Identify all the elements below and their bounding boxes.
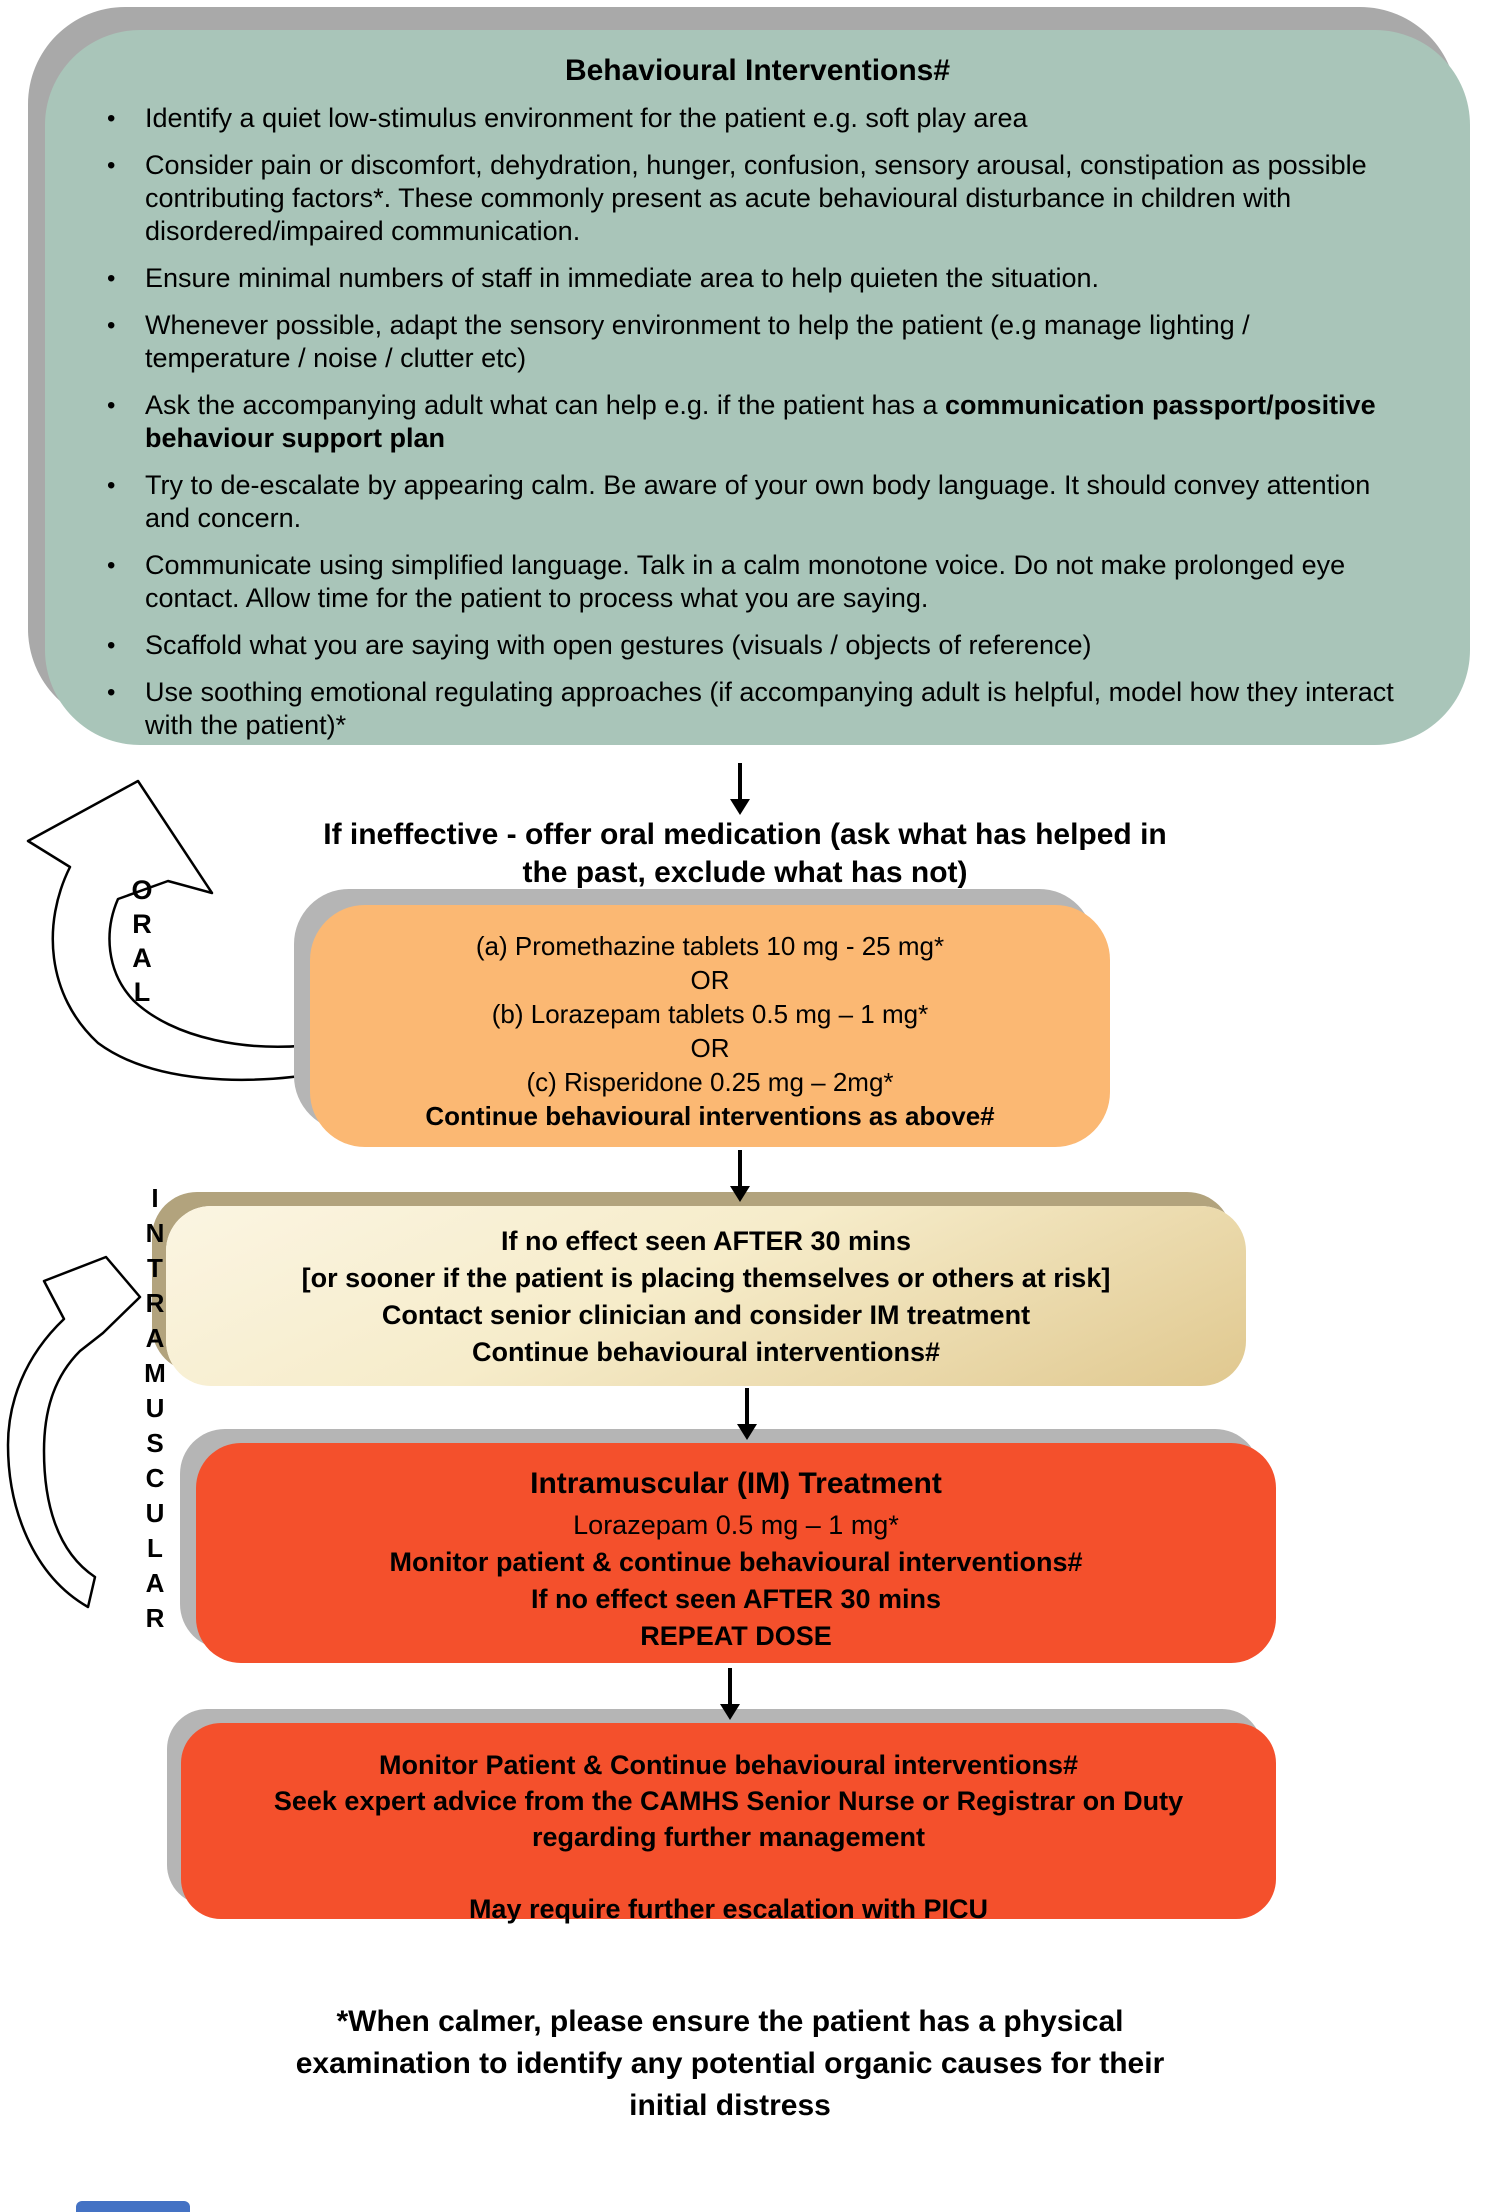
down-arrow-1: [729, 763, 751, 815]
box-line: OR: [690, 1033, 730, 1063]
box-line: Continue behavioural interventions#: [471, 1337, 941, 1367]
vertical-letter: A: [145, 1323, 165, 1353]
bullet-dot-icon: •: [107, 312, 116, 339]
bullet-text: Use soothing emotional regulating approaches (if accompanying adult is helpful, model how they interact with the patient)*: [145, 677, 1394, 740]
bullet-item: [107, 149, 1400, 248]
box-line: Intramuscular (IM) Treatment: [530, 1467, 942, 1500]
bullet-dot-icon: •: [107, 472, 116, 499]
bullet-text: Ask the accompanying adult what can help e.g. if the patient has a communication passport/positive behaviour support plan: [145, 390, 1376, 453]
vertical-letter: L: [147, 1533, 163, 1563]
bullet-text: Try to de-escalate by appearing calm. Be aware of your own body language. It should convey attention and concern.: [145, 470, 1371, 533]
box-line: initial distress: [629, 2089, 831, 2122]
vertical-letter: R: [132, 909, 152, 939]
monitor-escalation-box: [181, 1723, 1276, 1924]
box-line: the past, exclude what has not): [522, 856, 968, 889]
bullet-dot-icon: •: [107, 679, 116, 706]
box-line: [181, 1855, 1276, 1891]
vertical-letter: U: [145, 1393, 165, 1423]
vertical-letter: U: [145, 1498, 165, 1528]
box-line: *When calmer, please ensure the patient has a physical: [336, 2005, 1124, 2038]
box-line: REPEAT DOSE: [640, 1621, 832, 1651]
bullet-text: Consider pain or discomfort, dehydration, hunger, confusion, sensory arousal, constipation as possible contributing factors*. These commonly present as acute behavioural disturbance in children with disordered/impaired communication.: [145, 150, 1367, 246]
vertical-letter: R: [145, 1288, 165, 1318]
box-line: Seek expert advice from the CAMHS Senior Nurse or Registrar on Duty: [273, 1786, 1184, 1816]
box-line: Monitor patient & continue behavioural interventions#: [389, 1547, 1083, 1577]
vertical-letter: C: [145, 1463, 165, 1493]
bullet-dot-icon: •: [107, 392, 116, 419]
oral-medication-heading: [195, 816, 1295, 892]
bullet-text: Scaffold what you are saying with open gestures (visuals / objects of reference): [145, 630, 1092, 660]
bullet-dot-icon: •: [107, 265, 116, 292]
behavioural-box-title: Behavioural Interventions#: [564, 54, 951, 87]
box-line: (c) Risperidone 0.25 mg – 2mg*: [526, 1067, 894, 1097]
bullet-item: [107, 629, 1400, 662]
down-arrow-3: [736, 1388, 758, 1440]
oral-label: [122, 873, 162, 1009]
bullet-dot-icon: •: [107, 152, 116, 179]
bullet-item: [107, 262, 1400, 295]
box-line: May require further escalation with PICU: [468, 1894, 989, 1924]
bullet-item: [107, 469, 1400, 535]
vertical-letter: I: [151, 1183, 159, 1213]
box-line: Continue behavioural interventions as above#: [425, 1101, 995, 1131]
vertical-letter: S: [146, 1428, 164, 1458]
vertical-letter: T: [147, 1253, 163, 1283]
vertical-letter: O: [131, 875, 153, 905]
physical-examination-footnote: [180, 2001, 1280, 2127]
behavioural-interventions-box: [45, 30, 1470, 745]
bullet-dot-icon: •: [107, 105, 116, 132]
box-line: Lorazepam 0.5 mg – 1 mg*: [573, 1510, 899, 1540]
vertical-letter: A: [132, 943, 152, 973]
box-line: regarding further management: [531, 1822, 926, 1852]
bullet-text: Ensure minimal numbers of staff in immediate area to help quieten the situation.: [145, 263, 1100, 293]
bullet-item: [107, 102, 1400, 135]
box-line: If no effect seen AFTER 30 mins: [500, 1226, 912, 1256]
intramuscular-loop-arrow-icon: [0, 1245, 145, 1625]
oral-medication-box: [310, 905, 1110, 1147]
box-line: If no effect seen AFTER 30 mins: [530, 1584, 942, 1614]
vertical-letter: A: [145, 1568, 165, 1598]
down-arrow-4: [719, 1668, 741, 1720]
box-line: If ineffective - offer oral medication (ask what has helped in: [323, 818, 1167, 851]
box-line: examination to identify any potential organic causes for their: [295, 2047, 1165, 2080]
bullet-text: Identify a quiet low-stimulus environment for the patient e.g. soft play area: [145, 103, 1028, 133]
box-line: Contact senior clinician and consider IM treatment: [381, 1300, 1031, 1330]
vertical-letter: N: [145, 1218, 165, 1248]
bullet-text: Whenever possible, adapt the sensory environment to help the patient (e.g manage lighting / temperature / noise / clutter etc): [145, 310, 1250, 373]
vertical-letter: M: [144, 1358, 166, 1388]
vertical-letter: R: [145, 1603, 165, 1633]
box-line: Monitor Patient & Continue behavioural interventions#: [378, 1750, 1079, 1780]
bullet-dot-icon: •: [107, 632, 116, 659]
box-line: [or sooner if the patient is placing themselves or others at risk]: [301, 1263, 1111, 1293]
bullet-text: Communicate using simplified language. Talk in a calm monotone voice. Do not make prolonged eye contact. Allow time for the patient to process what you are saying.: [145, 550, 1346, 613]
bullet-item: [107, 309, 1400, 375]
box-line: (a) Promethazine tablets 10 mg - 25 mg*: [475, 931, 945, 961]
down-arrow-2: [729, 1150, 751, 1202]
box-line: (b) Lorazepam tablets 0.5 mg – 1 mg*: [491, 999, 929, 1029]
bullet-item: [107, 549, 1400, 615]
bullet-item: [107, 389, 1400, 455]
bullet-dot-icon: •: [107, 552, 116, 579]
intramuscular-label: [136, 1181, 174, 1636]
behavioural-bullet-list: [45, 102, 1470, 742]
bullet-item: [107, 676, 1400, 742]
box-line: OR: [690, 965, 730, 995]
vertical-letter: L: [133, 977, 151, 1007]
no-effect-30-mins-box: [166, 1206, 1246, 1386]
im-treatment-box: [196, 1443, 1276, 1663]
blue-page-fragment: [76, 2201, 190, 2212]
